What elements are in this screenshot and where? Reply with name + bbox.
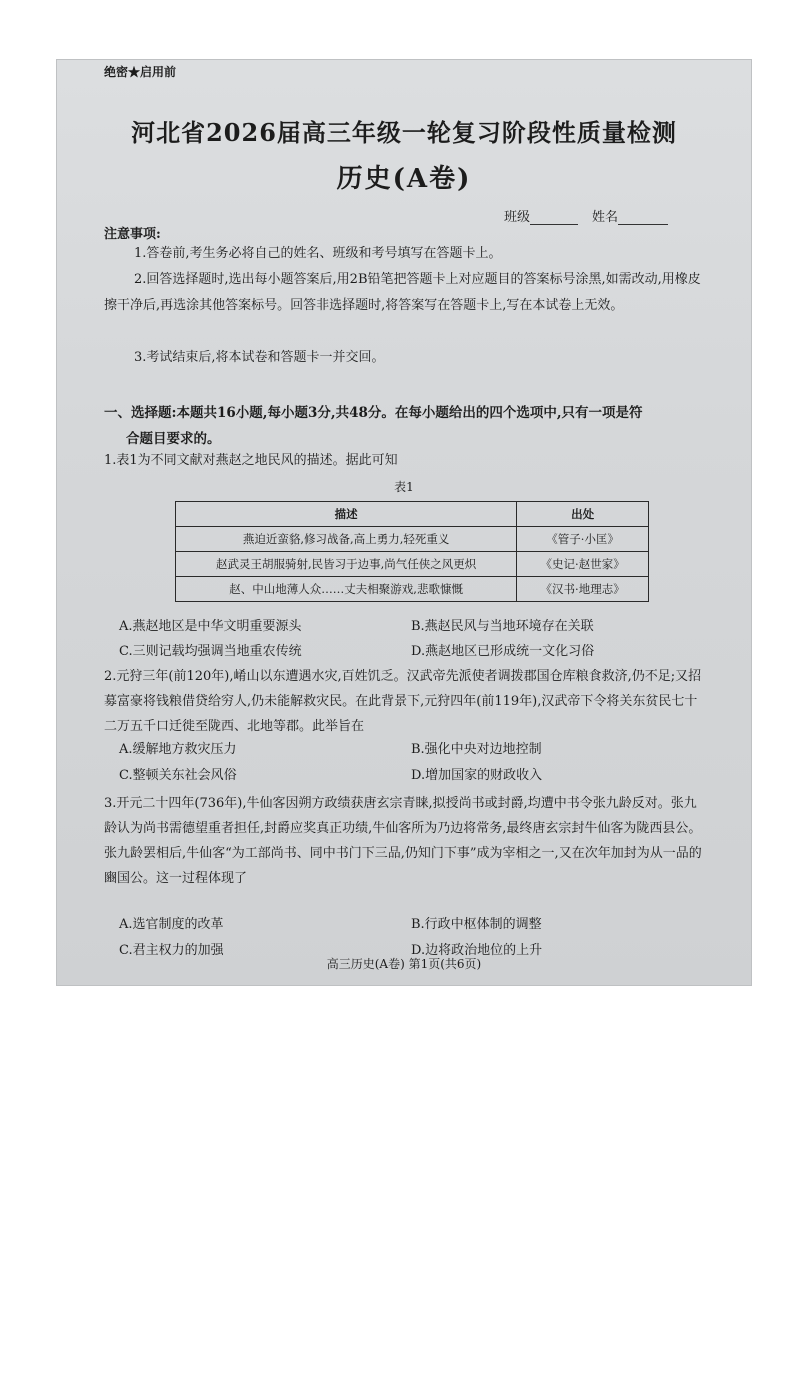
exam-title: 河北省2026届高三年级一轮复习阶段性质量检测 [131, 118, 677, 147]
table-header-description: 描述 [176, 502, 517, 527]
question-3-option-c: C.君主权力的加强 [119, 943, 224, 958]
question-1-option-a: A.燕赵地区是中华文明重要源头 [119, 619, 302, 634]
class-label: 班级 [504, 210, 531, 225]
question-3-option-b: B.行政中枢体制的调整 [411, 917, 542, 932]
question-1-option-d: D.燕赵地区已形成统一文化习俗 [411, 644, 595, 659]
notice-item-1: 1.答卷前,考生务必将自己的姓名、班级和考号填写在答题卡上。 [134, 246, 502, 261]
question-3-option-a: A.选官制度的改革 [119, 917, 224, 932]
table-cell-source: 《管子·小匡》 [517, 527, 649, 552]
exam-subtitle: 历史(A卷) [336, 164, 472, 194]
question-3-option-d: D.边将政治地位的上升 [411, 943, 543, 958]
table-cell-description: 燕迫近蛮貉,修习战备,高上勇力,轻死重义 [176, 527, 517, 552]
table-cell-source: 《汉书·地理志》 [517, 577, 649, 602]
question-1-option-b: B.燕赵民风与当地环境存在关联 [411, 619, 594, 634]
table-cell-source: 《史记·赵世家》 [517, 552, 649, 577]
question-2-option-b: B.强化中央对边地控制 [411, 742, 542, 757]
question-3-stem: 3.开元二十四年(736年),牛仙客因朔方政绩获唐玄宗青睐,拟授尚书或封爵,均遭中书令张九龄反对。张九龄认为尚书需德望重者担任,封爵应奖真正功绩,牛仙客所为乃边将常务,最终唐玄宗封牛仙客为陇西县公。张九龄罢相后,牛仙客“为工部尚书、同中书门下三品,仍知门下事”成为宰相之一,又在次年加封为从一品的豳国公。这一过程体现了 [104, 796, 702, 886]
confidential-label: 绝密★启用前 [104, 65, 177, 79]
table-cell-description: 赵、中山地薄人众……丈夫相聚游戏,悲歌慷慨 [176, 577, 517, 602]
question-2-option-c: C.整顿关东社会风俗 [119, 768, 237, 783]
table-row [176, 577, 649, 602]
table-header-source: 出处 [517, 502, 649, 527]
question-1-option-c: C.三则记载均强调当地重农传统 [119, 644, 302, 659]
table-caption: 表1 [394, 480, 414, 494]
notice-item-2: 2.回答选择题时,选出每小题答案后,用2B铅笔把答题卡上对应题目的答案标号涂黑,如需改动,用橡皮擦干净后,再选涂其他答案标号。回答非选择题时,将答案写在答题卡上,写在本试卷上无效。 [104, 272, 701, 313]
class-blank [530, 212, 578, 225]
name-label: 姓名 [592, 210, 619, 225]
table-cell-description: 赵武灵王胡服骑射,民皆习于边事,尚气任侠之风更炽 [176, 552, 517, 577]
question-1-stem: 1.表1为不同文献对燕赵之地民风的描述。据此可知 [104, 453, 398, 468]
section-heading-line1: 一、选择题:本题共16小题,每小题3分,共48分。在每小题给出的四个选项中,只有一项是符 [104, 405, 643, 421]
class-name-fields [504, 206, 668, 225]
table-row [176, 527, 649, 552]
table-header-row [176, 502, 649, 527]
table-row [176, 552, 649, 577]
notice-item-3: 3.考试结束后,将本试卷和答题卡一并交回。 [134, 350, 385, 365]
question-2-option-d: D.增加国家的财政收入 [411, 768, 543, 783]
name-blank [618, 212, 668, 225]
section-heading-line2: 合题目要求的。 [126, 431, 221, 447]
section-heading [104, 400, 706, 452]
question-2-stem: 2.元狩三年(前120年),崤山以东遭遇水灾,百姓饥乏。汉武帝先派使者调拨郡国仓库粮食救济,仍不足;又招募富豪将钱粮借贷给穷人,仍未能解救灾民。在此背景下,元狩四年(前119年),汉武帝下令将关东贫民七十二万五千口迁徙至陇西、北地等郡。此举旨在 [104, 669, 702, 734]
question-2-option-a: A.缓解地方救灾压力 [119, 742, 237, 757]
page-footer: 高三历史(A卷) 第1页(共6页) [326, 957, 482, 971]
question-1-table [175, 501, 649, 602]
exam-page [57, 60, 751, 985]
notice-heading: 注意事项: [104, 227, 161, 242]
